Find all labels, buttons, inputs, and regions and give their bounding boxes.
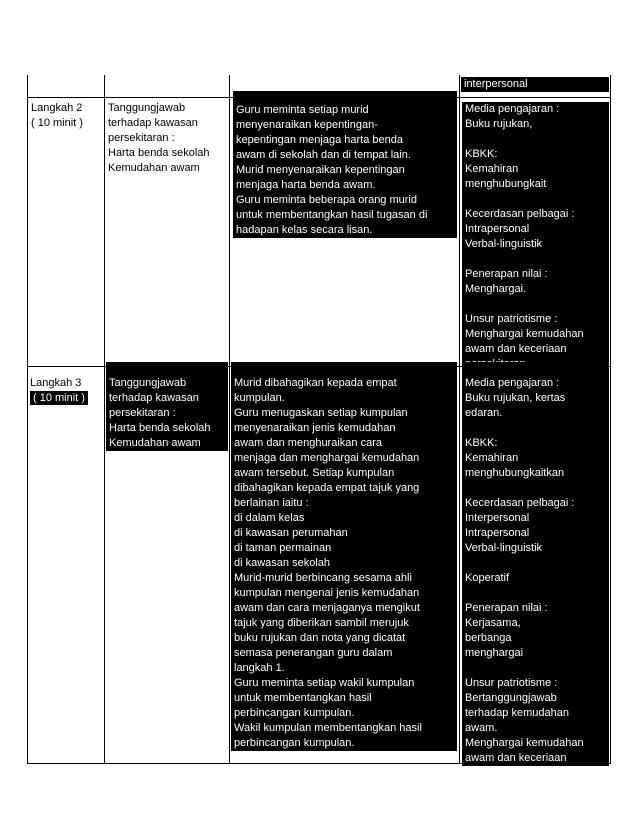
note-line: awam. — [462, 721, 609, 736]
activity-line: menjaga dan menghargai kemudahan — [231, 451, 457, 466]
row2-notes — [462, 362, 609, 766]
table-col-divider-1 — [104, 75, 105, 763]
note-line — [462, 556, 609, 571]
note-line: Interpersonal — [462, 511, 609, 526]
activity-line: Guru meminta setiap murid — [233, 103, 457, 118]
topic-line: Kemudahan awam — [108, 162, 200, 174]
note-line — [462, 421, 609, 436]
note-line: Penerapan nilai : — [462, 267, 609, 282]
row1-notes — [462, 102, 609, 372]
row2-step — [30, 376, 104, 406]
topic-line: persekitaran : — [108, 132, 175, 144]
activity-line: awam tersebut. Setiap kumpulan — [231, 466, 457, 481]
note-line: menghubungkaitkan — [462, 466, 609, 481]
activity-line: dibahagikan kepada empat tajuk yang — [231, 481, 457, 496]
note-line: Unsur patriotisme : — [462, 312, 609, 327]
note-line: Media pengajaran : — [462, 102, 609, 117]
topic-line: Harta benda sekolah — [108, 147, 210, 159]
note-line: Buku rujukan, — [462, 117, 609, 132]
activity-line: untuk membentangkan hasil tugasan di — [233, 208, 457, 223]
activity-line: Wakil kumpulan membentangkan hasil — [231, 721, 457, 736]
topic-line: persekitaran : — [106, 406, 228, 421]
note-line: Verbal-linguistik — [462, 541, 609, 556]
activity-line: langkah 1. — [231, 661, 457, 676]
note-line: Menghargai kemudahan — [462, 327, 609, 342]
step-label: Langkah 2 — [31, 102, 83, 114]
activity-line: perbincangan kumpulan. — [231, 706, 457, 721]
note-line: Kecerdasan pelbagai : — [462, 207, 609, 222]
row0-notes — [461, 77, 609, 92]
note-line — [462, 132, 609, 147]
topic-line: terhadap kawasan — [108, 117, 198, 129]
note-line: Media pengajaran : — [462, 376, 609, 391]
note-line: Penerapan nilai : — [462, 601, 609, 616]
activity-line: hadapan kelas secara lisan. — [233, 223, 457, 238]
topic-line: Harta benda sekolah — [106, 421, 228, 436]
activity-line: buku rujukan dan nota yang dicatat — [231, 631, 457, 646]
activity-line: Murid menyenaraikan kepentingan — [233, 163, 457, 178]
note-line — [462, 481, 609, 496]
activity-line: kumpulan mengenai jenis kemudahan — [231, 586, 457, 601]
step-duration: ( 10 minit ) — [30, 391, 88, 405]
activity-line: Guru meminta setiap wakil kumpulan — [231, 676, 457, 691]
row1-step — [31, 101, 103, 131]
decorative-bar — [106, 362, 228, 376]
note-line: menghubungkait — [462, 177, 609, 192]
activity-line: perbincangan kumpulan. — [231, 736, 457, 751]
topic-line: Kemudahan awam — [106, 436, 228, 451]
note-line: KBKK: — [462, 147, 609, 162]
note-line: Buku rujukan, kertas — [462, 391, 609, 406]
note-line: Verbal-linguistik — [462, 237, 609, 252]
note-line: menghargai — [462, 646, 609, 661]
activity-line: di taman permainan — [231, 541, 457, 556]
activity-line: di kawasan perumahan — [231, 526, 457, 541]
activity-line: menyenaraikan jenis kemudahan — [231, 421, 457, 436]
note-line: Koperatif — [462, 571, 609, 586]
note-line: Kerjasama, — [462, 616, 609, 631]
note-line: Menghargai. — [462, 282, 609, 297]
activity-line: menjaga harta benda awam. — [233, 178, 457, 193]
decorative-bar — [231, 362, 457, 376]
step-label: Langkah 3 — [30, 377, 82, 389]
note-line: Bertanggungjawab — [462, 691, 609, 706]
note-line — [462, 297, 609, 312]
row1-topic — [108, 101, 228, 176]
activity-line: berlainan iaitu : — [231, 496, 457, 511]
table-border-right — [610, 75, 611, 763]
note-line — [462, 661, 609, 676]
activity-line: kepentingan menjaga harta benda — [233, 133, 457, 148]
step-duration: ( 10 minit ) — [31, 117, 83, 129]
note-line: Menghargai kemudahan — [462, 736, 609, 751]
topic-line: terhadap kawasan — [106, 391, 228, 406]
note-line: awam dan keceriaan — [462, 751, 609, 766]
activity-line: Guru menugaskan setiap kumpulan — [231, 406, 457, 421]
table-col-divider-2 — [229, 75, 230, 763]
activity-line: semasa penerangan guru dalam — [231, 646, 457, 661]
activity-line: Murid-murid berbincang sesama ahli — [231, 571, 457, 586]
topic-line: Tanggungjawab — [108, 102, 186, 114]
row1-activity — [233, 91, 457, 238]
activity-line: untuk membentangkan hasil — [231, 691, 457, 706]
note-line — [462, 586, 609, 601]
note-line: interpersonal — [461, 77, 609, 92]
note-line: edaran. — [462, 406, 609, 421]
row2-topic — [106, 362, 228, 451]
activity-line: kumpulan. — [231, 391, 457, 406]
topic-line: Tanggungjawab — [106, 376, 228, 391]
note-line: awam dan keceriaan — [462, 342, 609, 357]
table-border-left — [27, 75, 28, 763]
note-line: KBKK: — [462, 436, 609, 451]
note-line: Intrapersonal — [462, 222, 609, 237]
activity-line: awam dan menghuraikan cara — [231, 436, 457, 451]
activity-line: awam dan cara menjaganya mengikut — [231, 601, 457, 616]
note-line: Kemahiran — [462, 162, 609, 177]
activity-line: di kawasan sekolah — [231, 556, 457, 571]
activity-line: Guru meminta beberapa orang murid — [233, 193, 457, 208]
note-line — [462, 252, 609, 267]
note-line: Kemahiran — [462, 451, 609, 466]
note-line: Intrapersonal — [462, 526, 609, 541]
note-line — [462, 192, 609, 207]
activity-line: Murid dibahagikan kepada empat — [231, 376, 457, 391]
activity-line: di dalam kelas — [231, 511, 457, 526]
row2-activity — [231, 362, 457, 751]
table-col-divider-3 — [459, 75, 460, 763]
activity-line: menyenaraikan kepentingan- — [233, 118, 457, 133]
note-line: berbanga — [462, 631, 609, 646]
note-line: terhadap kemudahan — [462, 706, 609, 721]
note-line: Unsur patriotisme : — [462, 676, 609, 691]
note-line: Kecerdasan pelbagai : — [462, 496, 609, 511]
decorative-bar — [233, 91, 457, 103]
activity-line: awam di sekolah dan di tempat lain. — [233, 148, 457, 163]
decorative-bar — [462, 362, 609, 376]
activity-line: tajuk yang diberikan sambil merujuk — [231, 616, 457, 631]
